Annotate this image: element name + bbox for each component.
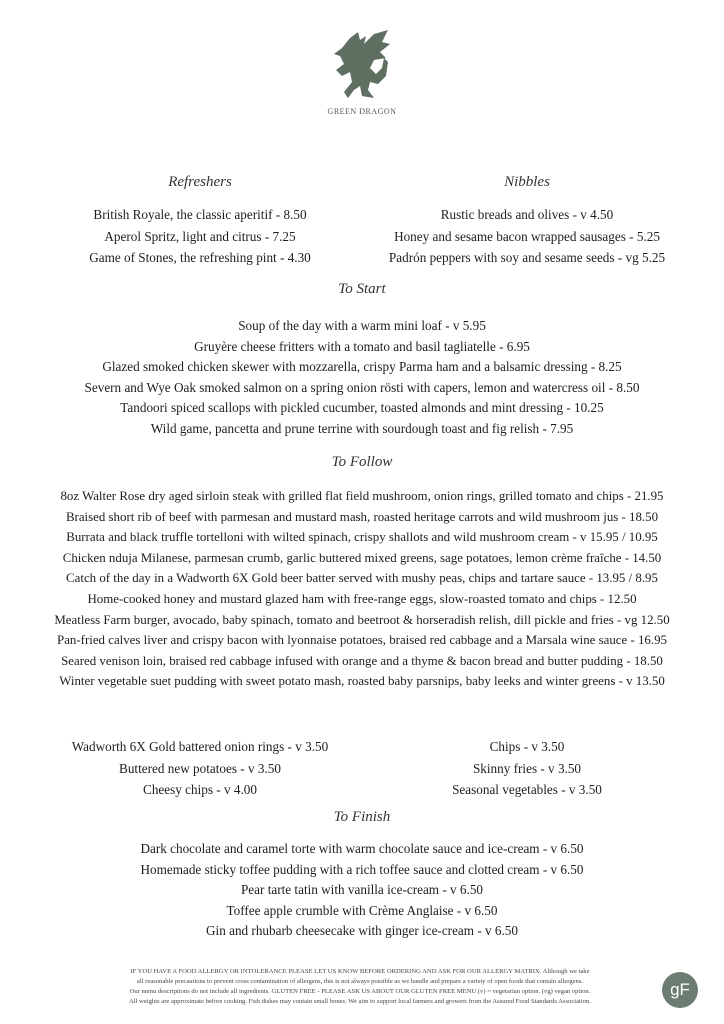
menu-item: Aperol Spritz, light and citrus - 7.25 [104,228,296,244]
menu-item: Tandoori spiced scallops with pickled cucumber, toasted almonds and mint dressing - 10.25 [120,400,604,416]
menu-item: Soup of the day with a warm mini loaf - v 5.95 [238,318,486,333]
menu-item: Toffee apple crumble with Crème Anglaise - v 6.50 [226,902,498,918]
sides-right-list [327,736,724,801]
heading-to-follow: To Follow [331,454,393,470]
gluten-free-badge-icon: gF [662,972,698,1008]
menu-item: Burrata and black truffle tortelloni with wilted spinach, crispy shallots and wild mushroom cream - v 15.95 / 10.95 [66,530,658,545]
menu-item: Home-cooked honey and mustard glazed ham with free-range eggs, slow-roasted tomato and chips - 12.50 [87,591,637,606]
footer-line: All weights are approximate before cooking. Fish dishes may contain small bones. We aim to support local farmers and growers from the Assured Food Standards Association. [129,998,591,1005]
menu-item: Seared venison loin, braised red cabbage infused with orange and a thyme & bacon bread and butter pudding - 18.50 [61,653,663,668]
menu-item: Honey and sesame bacon wrapped sausages - 5.25 [394,228,660,244]
allergy-notice [60,967,660,1007]
nibbles-list [327,204,724,269]
menu-item: Meatless Farm burger, avocado, baby spinach, tomato and beetroot & horseradish relish, dill pickle and fries - vg 12.50 [54,612,670,627]
menu-item: Catch of the day in a Wadworth 6X Gold beer batter served with mushy peas, chips and tartare sauce - 13.95 / 8.95 [66,571,658,586]
menu-item: Seasonal vegetables - v 3.50 [452,782,602,797]
heading-refreshers: Refreshers [168,174,232,190]
heading-nibbles: Nibbles [504,174,550,190]
footer-line: all reasonable precautions to prevent cross contamination of allergens, this is not always possible as we handle and prepare a variety of open foods that contain allergens. [136,978,584,985]
menu-item: Dark chocolate and caramel torte with warm chocolate sauce and ice-cream - v 6.50 [140,841,584,856]
menu-item: Pear tarte tatin with vanilla ice-cream - v 6.50 [240,882,484,898]
menu-item: Buttered new potatoes - v 3.50 [119,760,281,776]
menu-item: British Royale, the classic aperitif - 8.50 [93,207,307,222]
dragon-icon [330,28,394,100]
menu-item: Gin and rhubarb cheesecake with ginger ice-cream - v 6.50 [206,923,518,939]
to-finish-list [0,839,724,942]
menu-item: Gruyère cheese fritters with a tomato and basil tagliatelle - 6.95 [194,338,530,354]
menu-item: Chicken nduja Milanese, parmesan crumb, garlic buttered mixed greens, sage potatoes, lemon crème fraîche - 14.50 [62,550,662,565]
logo [322,28,402,116]
heading-to-finish: To Finish [333,809,391,825]
heading-to-start: To Start [338,281,386,297]
menu-item: Skinny fries - v 3.50 [472,760,582,776]
menu-item: Game of Stones, the refreshing pint - 4.30 [89,250,311,265]
menu-item: Wadworth 6X Gold battered onion rings - v 3.50 [71,739,329,754]
footer-line: Our menu descriptions do not include all ingredients. GLUTEN FREE - PLEASE ASK US ABOUT OUR GLUTEN FREE MENU (v) = vegetarian option. (vg) vegan option. [129,988,591,995]
menu-item: Cheesy chips - v 4.00 [143,782,257,797]
menu-item: Winter vegetable suet pudding with sweet potato mash, roasted baby parsnips, baby leeks and winter greens - v 13.50 [59,674,665,689]
to-start-list [0,316,724,440]
to-follow-list [0,486,724,692]
menu-item: Padrón peppers with soy and sesame seeds - vg 5.25 [388,250,666,265]
menu-item: Homemade sticky toffee pudding with a rich toffee sauce and clotted cream - v 6.50 [140,861,584,877]
footer-line: IF YOU HAVE A FOOD ALLERGY OR INTOLERANCE PLEASE LET US KNOW BEFORE ORDERING AND ASK FOR OUR ALLERGY MATRIX. Although we take [130,968,590,975]
menu-item: Braised short rib of beef with parmesan and mustard mash, roasted heritage carrots and wild mushroom jus - 18.50 [65,509,659,524]
brand-name: GREEN DRAGON [327,107,397,116]
menu-item: Severn and Wye Oak smoked salmon on a spring onion rösti with capers, lemon and watercress oil - 8.50 [84,379,640,395]
menu-item: Glazed smoked chicken skewer with mozzarella, crispy Parma ham and a balsamic dressing - 8.25 [102,359,622,375]
menu-item: 8oz Walter Rose dry aged sirloin steak with grilled flat field mushroom, onion rings, grilled tomato and chips - 21.95 [60,489,664,503]
menu-item: Rustic breads and olives - v 4.50 [440,207,614,222]
menu-item: Pan-fried calves liver and crispy bacon with lyonnaise potatoes, braised red cabbage and a Marsala wine sauce - 16.95 [57,633,667,648]
menu-item: Chips - v 3.50 [489,739,565,754]
menu-item: Wild game, pancetta and prune terrine with sourdough toast and fig relish - 7.95 [150,420,574,436]
